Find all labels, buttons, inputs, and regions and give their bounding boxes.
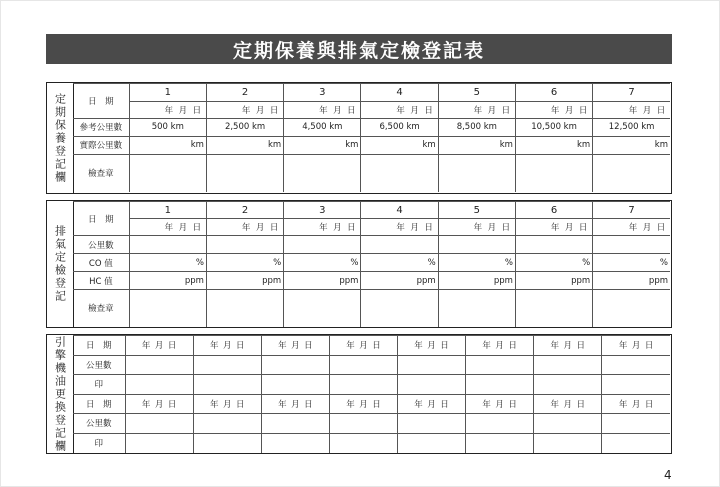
column-number: 7 [593, 202, 670, 219]
date-part-label: 年 [550, 223, 560, 233]
stamp-field[interactable] [129, 154, 206, 192]
date-row-label: 日 期 [73, 84, 129, 119]
date-part-label: 年 [346, 399, 355, 410]
co-row-label: CO 值 [73, 254, 129, 272]
date-part-label: 日 [576, 341, 586, 352]
date-field[interactable] [593, 219, 670, 236]
date-part-label: 年 [209, 399, 219, 410]
oil-seal-field[interactable] [193, 375, 261, 395]
oil-seal-field[interactable] [125, 375, 193, 395]
oil-date-field[interactable] [602, 394, 670, 414]
oil-date-field[interactable] [398, 336, 466, 356]
ref-km-value: 12,500 km [593, 118, 670, 136]
oil-date-field[interactable] [534, 394, 602, 414]
oil-seal-field[interactable] [534, 375, 602, 395]
seal-row-label: 印 [73, 375, 125, 395]
column-number: 5 [438, 202, 515, 219]
hc-field[interactable]: ppm [284, 272, 361, 290]
date-part-label: 日 [235, 399, 245, 410]
date-part-label: 日 [644, 341, 654, 352]
date-part-label: 年 [550, 105, 560, 116]
date-field[interactable] [284, 101, 361, 118]
stamp-field[interactable] [438, 290, 515, 327]
date-part-label: 月 [642, 105, 652, 116]
oil-date-field[interactable] [329, 394, 397, 414]
date-part-label: 日 [578, 105, 588, 116]
date-part-label: 月 [291, 341, 300, 352]
oil-km-field[interactable] [125, 414, 193, 434]
date-row-label: 日 期 [73, 394, 125, 414]
oil-km-field[interactable] [193, 414, 261, 434]
stamp-field[interactable] [361, 290, 438, 327]
date-part-label: 月 [631, 399, 641, 410]
date-field[interactable] [129, 101, 206, 118]
hc-field[interactable]: ppm [206, 272, 283, 290]
co-field[interactable]: % [515, 254, 592, 272]
date-part-label: 月 [291, 399, 300, 410]
ref-km-value: 500 km [129, 118, 206, 136]
date-field[interactable] [206, 101, 283, 118]
date-part-label: 日 [508, 341, 517, 352]
date-part-label: 年 [164, 223, 174, 233]
ref-km-value: 4,500 km [284, 118, 361, 136]
date-part-label: 年 [278, 341, 287, 352]
oil-seal-field[interactable] [329, 433, 397, 453]
date-part-label: 月 [410, 105, 419, 116]
stamp-field[interactable] [593, 290, 670, 327]
stamp-field[interactable] [206, 290, 283, 327]
date-part-label: 年 [209, 341, 219, 352]
oil-km-field[interactable] [261, 355, 329, 375]
column-number: 7 [593, 84, 670, 102]
date-part-label: 月 [631, 341, 641, 352]
date-part-label: 年 [241, 223, 251, 233]
co-field[interactable]: % [206, 254, 283, 272]
oil-km-field[interactable] [602, 414, 670, 434]
date-part-label: 月 [642, 223, 652, 233]
date-part-label: 年 [482, 399, 491, 410]
stamp-field[interactable] [515, 154, 592, 192]
date-part-label: 月 [154, 341, 164, 352]
oil-date-field[interactable] [125, 336, 193, 356]
date-part-label: 年 [473, 105, 483, 116]
date-part-label: 年 [628, 223, 638, 233]
maintenance-table [73, 83, 670, 192]
date-part-label: 年 [141, 341, 151, 352]
date-part-label: 日 [304, 341, 313, 352]
oil-km-field[interactable] [398, 355, 466, 375]
date-part-label: 月 [333, 223, 342, 233]
date-part-label: 日 [508, 399, 517, 410]
date-field[interactable] [129, 219, 206, 236]
date-part-label: 月 [178, 105, 188, 116]
stamp-row-label: 檢查章 [73, 290, 129, 327]
date-field[interactable] [361, 219, 438, 236]
date-part-label: 年 [241, 105, 251, 116]
date-part-label: 日 [167, 341, 177, 352]
date-field[interactable] [515, 219, 592, 236]
date-part-label: 年 [628, 105, 638, 116]
date-part-label: 日 [167, 399, 177, 410]
column-number: 1 [129, 84, 206, 102]
column-number: 2 [206, 84, 283, 102]
date-part-label: 月 [255, 105, 265, 116]
km-row-label: 公里數 [73, 236, 129, 254]
date-part-label: 月 [563, 341, 573, 352]
page-number: 4 [664, 468, 672, 482]
date-part-label: 日 [656, 223, 666, 233]
column-number: 4 [361, 84, 438, 102]
oil-seal-field[interactable] [466, 433, 534, 453]
date-row-label: 日 期 [73, 336, 125, 356]
date-part-label: 月 [487, 223, 497, 233]
date-part-label: 月 [222, 399, 232, 410]
oil-seal-field[interactable] [398, 375, 466, 395]
maintenance-side-label: 定期保養登記欄 [47, 83, 74, 193]
stamp-field[interactable] [593, 154, 670, 192]
actual-km-field[interactable]: km [515, 136, 592, 154]
oil-km-field[interactable] [534, 414, 602, 434]
km-field[interactable] [361, 236, 438, 254]
actual-km-field[interactable]: km [284, 136, 361, 154]
date-part-label: 年 [396, 105, 405, 116]
date-part-label: 年 [346, 341, 355, 352]
date-part-label: 日 [440, 341, 449, 352]
column-number: 4 [361, 202, 438, 219]
date-part-label: 日 [304, 399, 313, 410]
column-number: 3 [284, 84, 361, 102]
oil-seal-field[interactable] [466, 375, 534, 395]
stamp-field[interactable] [206, 154, 283, 192]
date-part-label: 日 [424, 223, 433, 233]
ref-km-row-label: 參考公里數 [73, 118, 129, 136]
oil-km-field[interactable] [193, 355, 261, 375]
emission-side-label: 排氣定檢登記 [47, 201, 74, 327]
oil-date-field[interactable] [398, 394, 466, 414]
stamp-row-label: 檢查章 [73, 154, 129, 192]
date-part-label: 月 [410, 223, 419, 233]
date-part-label: 月 [255, 223, 265, 233]
oil-km-field[interactable] [261, 414, 329, 434]
date-field[interactable] [284, 219, 361, 236]
date-part-label: 年 [164, 105, 174, 116]
oil-seal-field[interactable] [602, 375, 670, 395]
date-part-label: 年 [414, 399, 423, 410]
oil-km-field[interactable] [466, 414, 534, 434]
km-field[interactable] [438, 236, 515, 254]
stamp-field[interactable] [361, 154, 438, 192]
km-field[interactable] [284, 236, 361, 254]
oil-date-field[interactable] [193, 394, 261, 414]
hc-field[interactable]: ppm [593, 272, 670, 290]
date-field[interactable] [515, 101, 592, 118]
date-part-label: 月 [178, 223, 188, 233]
date-field[interactable] [593, 101, 670, 118]
date-part-label: 日 [372, 399, 381, 410]
date-part-label: 月 [359, 341, 368, 352]
column-number: 3 [284, 202, 361, 219]
oil-km-field[interactable] [534, 355, 602, 375]
oil-seal-field[interactable] [398, 433, 466, 453]
date-part-label: 年 [482, 341, 491, 352]
actual-km-field[interactable]: km [593, 136, 670, 154]
ref-km-value: 6,500 km [361, 118, 438, 136]
oil-seal-field[interactable] [534, 433, 602, 453]
date-part-label: 年 [550, 341, 560, 352]
date-field[interactable] [438, 219, 515, 236]
date-part-label: 月 [563, 399, 573, 410]
date-part-label: 年 [319, 105, 328, 116]
km-row-label: 公里數 [73, 414, 125, 434]
stamp-field[interactable] [438, 154, 515, 192]
oil-date-field[interactable] [193, 336, 261, 356]
date-part-label: 月 [564, 223, 574, 233]
date-part-label: 日 [192, 223, 202, 233]
date-part-label: 日 [347, 105, 356, 116]
date-part-label: 年 [278, 399, 287, 410]
date-field[interactable] [361, 101, 438, 118]
hc-field[interactable]: ppm [361, 272, 438, 290]
oil-seal-field[interactable] [125, 433, 193, 453]
oil-km-field[interactable] [125, 355, 193, 375]
date-part-label: 日 [576, 399, 586, 410]
date-part-label: 日 [578, 223, 588, 233]
co-field[interactable]: % [593, 254, 670, 272]
date-part-label: 月 [222, 341, 232, 352]
emission-section [46, 200, 672, 328]
date-part-label: 年 [473, 223, 483, 233]
date-part-label: 月 [154, 399, 164, 410]
oil-seal-field[interactable] [329, 375, 397, 395]
oil-date-field[interactable] [329, 336, 397, 356]
date-row-label: 日 期 [73, 202, 129, 236]
oil-date-field[interactable] [261, 394, 329, 414]
actual-km-field[interactable]: km [361, 136, 438, 154]
date-part-label: 日 [424, 105, 433, 116]
co-field[interactable]: % [361, 254, 438, 272]
date-part-label: 日 [269, 223, 279, 233]
oil-seal-field[interactable] [602, 433, 670, 453]
column-number: 1 [129, 202, 206, 219]
column-number: 6 [515, 202, 592, 219]
stamp-field[interactable] [515, 290, 592, 327]
km-field[interactable] [593, 236, 670, 254]
seal-row-label: 印 [73, 433, 125, 453]
page-title: 定期保養與排氣定檢登記表 [46, 34, 672, 64]
km-field[interactable] [129, 236, 206, 254]
date-part-label: 月 [487, 105, 497, 116]
actual-km-field[interactable]: km [129, 136, 206, 154]
km-field[interactable] [206, 236, 283, 254]
date-part-label: 日 [372, 341, 381, 352]
oil-change-table [73, 335, 670, 453]
oil-km-field[interactable] [602, 355, 670, 375]
oil-date-field[interactable] [261, 336, 329, 356]
oil-change-side-label: 引擎機油更換登記欄 [47, 335, 74, 453]
oil-km-field[interactable] [329, 414, 397, 434]
ref-km-value: 8,500 km [438, 118, 515, 136]
stamp-field[interactable] [129, 290, 206, 327]
ref-km-value: 10,500 km [515, 118, 592, 136]
oil-change-section [46, 334, 672, 454]
hc-field[interactable]: ppm [515, 272, 592, 290]
date-part-label: 月 [495, 341, 504, 352]
date-part-label: 月 [359, 399, 368, 410]
hc-field[interactable]: ppm [438, 272, 515, 290]
date-part-label: 日 [656, 105, 666, 116]
date-part-label: 日 [192, 105, 202, 116]
oil-seal-field[interactable] [261, 433, 329, 453]
date-field[interactable] [438, 101, 515, 118]
oil-seal-field[interactable] [261, 375, 329, 395]
date-part-label: 日 [501, 223, 511, 233]
date-part-label: 月 [333, 105, 342, 116]
stamp-field[interactable] [284, 154, 361, 192]
date-part-label: 日 [269, 105, 279, 116]
oil-date-field[interactable] [534, 336, 602, 356]
ref-km-value: 2,500 km [206, 118, 283, 136]
actual-km-field[interactable]: km [438, 136, 515, 154]
date-part-label: 日 [644, 399, 654, 410]
date-part-label: 日 [501, 105, 511, 116]
date-part-label: 月 [564, 105, 574, 116]
hc-row-label: HC 值 [73, 272, 129, 290]
column-number: 6 [515, 84, 592, 102]
actual-km-field[interactable]: km [206, 136, 283, 154]
co-field[interactable]: % [284, 254, 361, 272]
date-part-label: 年 [319, 223, 328, 233]
actual-km-row-label: 實際公里數 [73, 136, 129, 154]
oil-km-field[interactable] [398, 414, 466, 434]
km-row-label: 公里數 [73, 355, 125, 375]
oil-km-field[interactable] [466, 355, 534, 375]
oil-km-field[interactable] [329, 355, 397, 375]
oil-date-field[interactable] [602, 336, 670, 356]
co-field[interactable]: % [129, 254, 206, 272]
column-number: 5 [438, 84, 515, 102]
column-number: 2 [206, 202, 283, 219]
km-field[interactable] [515, 236, 592, 254]
co-field[interactable]: % [438, 254, 515, 272]
date-part-label: 年 [618, 399, 628, 410]
maintenance-section [46, 82, 672, 194]
date-part-label: 年 [618, 341, 628, 352]
date-part-label: 年 [550, 399, 560, 410]
oil-date-field[interactable] [125, 394, 193, 414]
date-part-label: 月 [427, 399, 436, 410]
date-part-label: 月 [427, 341, 436, 352]
emission-table [73, 201, 670, 327]
date-field[interactable] [206, 219, 283, 236]
date-part-label: 日 [347, 223, 356, 233]
date-part-label: 年 [414, 341, 423, 352]
oil-date-field[interactable] [466, 336, 534, 356]
stamp-field[interactable] [284, 290, 361, 327]
date-part-label: 日 [440, 399, 449, 410]
hc-field[interactable]: ppm [129, 272, 206, 290]
date-part-label: 月 [495, 399, 504, 410]
date-part-label: 年 [396, 223, 405, 233]
oil-seal-field[interactable] [193, 433, 261, 453]
date-part-label: 日 [235, 341, 245, 352]
oil-date-field[interactable] [466, 394, 534, 414]
date-part-label: 年 [141, 399, 151, 410]
